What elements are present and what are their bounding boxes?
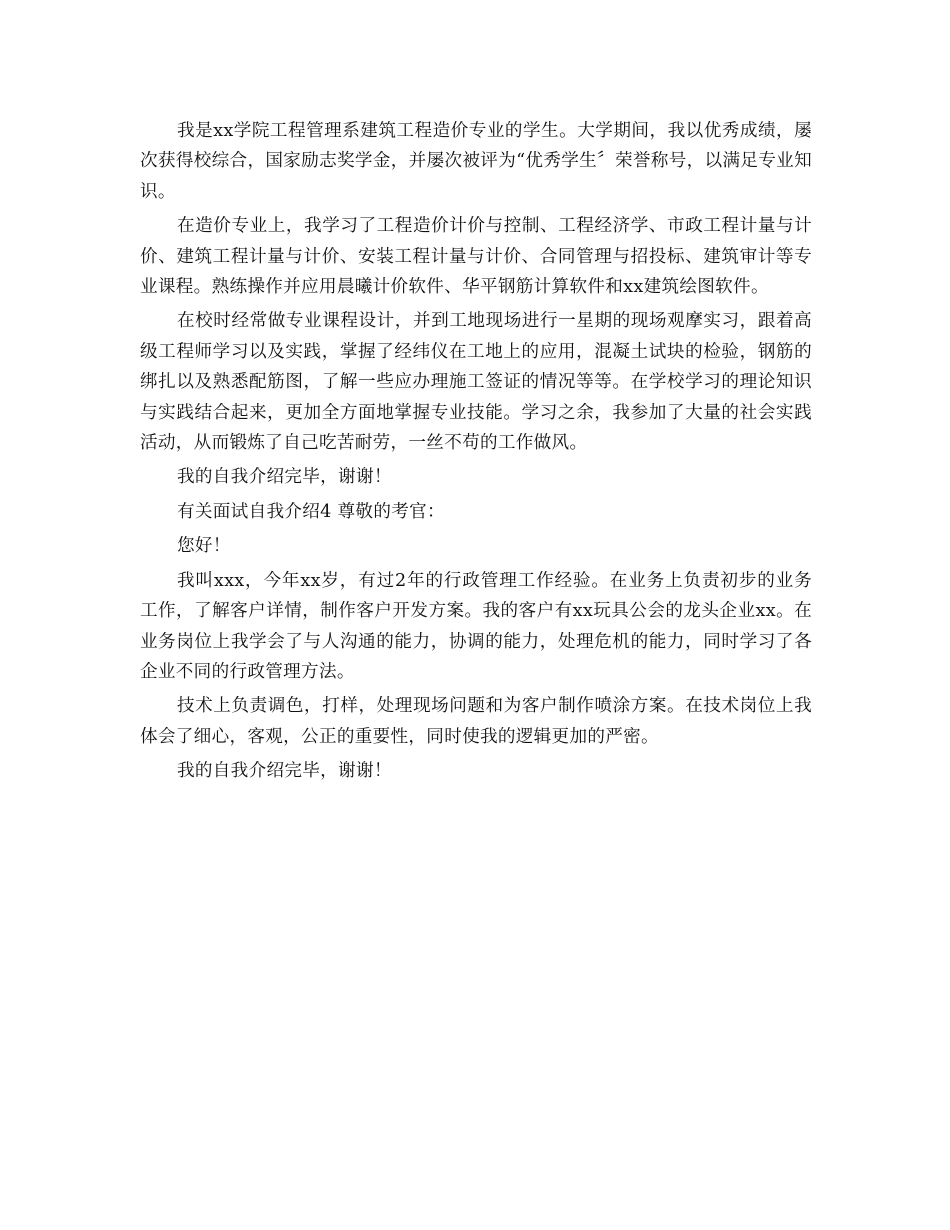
paragraph-experience: 我叫xxx，今年xx岁，有过2年的行政管理工作经验。在业务上负责初步的业务工作，了解客户详情，制作客户开发方案。我的客户有xx玩具公会的龙头企业xx。在业务岗位上我学会了与人沟通的能力，协调的能力，处理危机的能力，同时学习了各企业不同的行政管理方法。 [140,570,812,682]
paragraph-greeting: 您好！ [177,536,231,557]
paragraph-closing-2: 我的自我介绍完毕，谢谢！ [177,761,392,782]
paragraph-heading-4: 有关面试自我介绍4 尊敬的考官： [177,501,445,522]
document-body [140,116,812,791]
paragraph-courses: 在造价专业上，我学习了工程造价计价与控制、工程经济学、市政工程计量与计价、建筑工程计量与计价、安装工程计量与计价、合同管理与招投标、建筑审计等专业课程。熟练操作并应用晨曦计价软件、华平钢筋计算软件和xx建筑绘图软件。 [140,216,812,298]
paragraph-technical: 技术上负责调色，打样，处理现场问题和为客户制作喷涂方案。在技术岗位上我体会了细心，客观，公正的重要性，同时使我的逻辑更加的严密。 [140,696,812,747]
paragraph-intro: 我是xx学院工程管理系建筑工程造价专业的学生。大学期间，我以优秀成绩，屡次获得校综合，国家励志奖学金，并屡次被评为“优秀学生〞荣誉称号，以满足专业知识。 [140,121,812,202]
paragraph-practice: 在校时经常做专业课程设计，并到工地现场进行一星期的现场观摩实习，跟着高级工程师学习以及实践，掌握了经纬仪在工地上的应用，混凝土试块的检验，钢筋的绑扎以及熟悉配筋图，了解一些应办理施工签证的情况等等。在学校学习的理论知识与实践结合起来，更加全方面地掌握专业技能。学习之余，我参加了大量的社会实践活动，从而锻炼了自己吃苦耐劳，一丝不苟的工作做风。 [140,311,812,454]
paragraph-closing-1: 我的自我介绍完毕，谢谢！ [177,467,392,488]
